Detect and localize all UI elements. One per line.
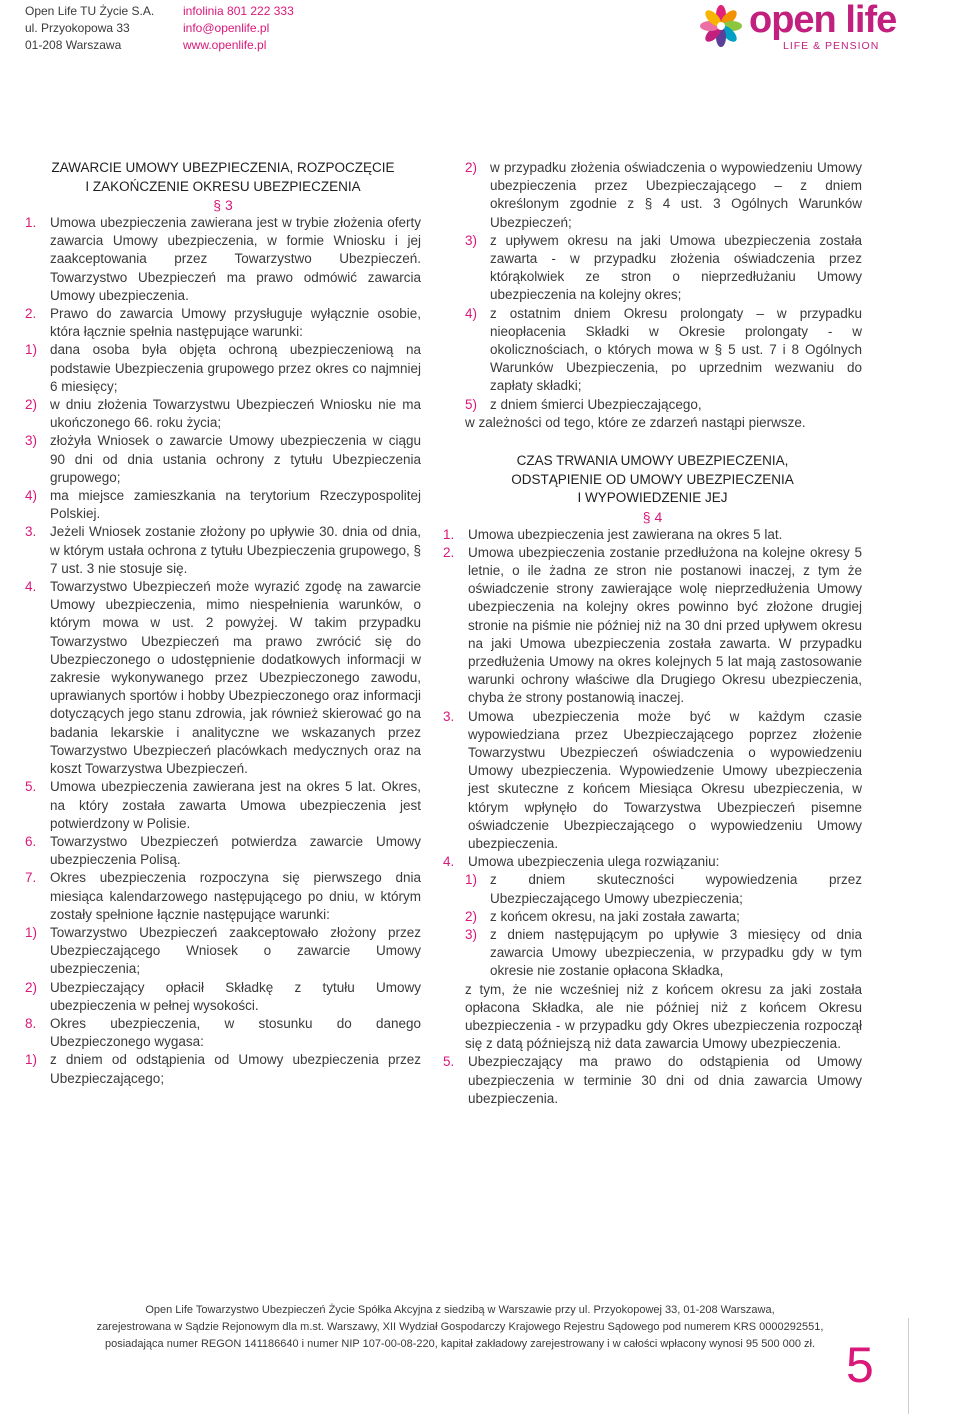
open-life-logo: [695, 0, 897, 52]
sub-item: [25, 924, 421, 979]
item-text: Umowa ubezpieczenia zostanie przedłużona na kolejne okresy 5 letnie, o ile żadna ze stron nie postanowi inaczej, z tym że oświadczenie strony zawierające wolę nieprzedłużenia Umowy ubezpieczenia na kolejny okres powinno być złożone drugiej stronie na piśmie nie później niż na 30 dni przed upływem okresu na jaki Umowa ubezpieczenia została zawarta. W przypadku przedłużenia Umowy na okres kolejnych 5 lat mają zastosowanie warunki ochrony właściwe dla Drugiego Okresu ubezpieczenia, chyba że strony postanowią inaczej.: [468, 544, 862, 706]
sub-item: [443, 159, 862, 232]
item-text: Umowa ubezpieczenia zawierana jest na okres 5 lat. Okres, na który została zawarta Umowa ubezpieczenia jest potwierdzony w Polisie.: [50, 779, 421, 831]
sub-item: [443, 305, 862, 396]
list-item: [443, 708, 862, 854]
sub-item: [25, 432, 421, 487]
footer-line: zarejestrowana w Sądzie Rejonowym dla m.st. Warszawy, XII Wydział Gospodarczy Krajowego Rejestru Sądowego pod numerem KRS 0000292551,: [96, 1321, 824, 1333]
sub-text: z dniem od odstąpienia od Umowy ubezpieczenia przez Ubezpieczającego;: [50, 1052, 421, 1086]
sub-item: [25, 341, 421, 396]
item-number: 5.: [25, 779, 37, 795]
sub-text: w przypadku złożenia oświadczenia o wypowiedzeniu Umowy ubezpieczenia przez Ubezpieczającego – z dniem określonym zgodnie z § 4 ust. 3 Ogólnych Warunków Ubezpieczeń;: [490, 160, 862, 230]
item-text: Umowa ubezpieczenia zawierana jest w trybie złożenia oferty zawarcia Umowy ubezpieczenia, w formie Wniosku i jej zaakceptowania przez Towarzystwo Ubezpieczeń. Towarzystwo Ubezpieczeń ma prawo odmówić zawarcia Umowy ubezpieczenia.: [50, 215, 421, 303]
list-item: [25, 833, 421, 869]
list-item: [25, 869, 421, 924]
flower-icon: [695, 2, 751, 52]
sub-text: z dniem następującym po upływie 3 miesięcy od dnia zawarcia Umowy ubezpieczenia, w przypadku gdy w tym okresie nie zostanie opłacona Składka,: [490, 927, 862, 979]
item-text: Jeżeli Wniosek zostanie złożony po upływie 30. dnia od dnia, w którym ustała ochrona z tytułu Ubezpieczenia grupowego, § 7 ust. 3 nie stosuje się.: [50, 524, 421, 576]
sub-number: 1): [25, 342, 38, 358]
list-item: [25, 214, 421, 305]
section-title-line2: ODSTĄPIENIE OD UMOWY UBEZPIECZENIA: [511, 471, 794, 487]
sub-number: 1): [465, 872, 478, 888]
item-number: 5.: [443, 1054, 455, 1070]
sub-item: [443, 232, 862, 305]
sub-number: 5): [465, 396, 478, 412]
item-text: Ubezpieczający ma prawo do odstąpienia od Umowy ubezpieczenia w terminie 30 dni od dnia zawarcia Umowy ubezpieczenia.: [468, 1054, 862, 1106]
paragraph-marker: § 4: [642, 508, 663, 525]
closing-text: z tym, że nie wcześniej niż z końcem okresu za jaki została opłacona Składka, ale nie później niż z końcem Okresu ubezpieczenia - w przypadku gdy Okres ubezpieczenia rozpoczął się z datą późniejszą niż data zawarcia Umowy ubezpieczenia.: [465, 981, 862, 1052]
sub-number: 1): [25, 1052, 38, 1068]
section-title-line2: I ZAKOŃCZENIE OKRESU UBEZPIECZENIA: [85, 178, 361, 194]
list-item: [443, 1053, 862, 1108]
list-item: [443, 544, 862, 708]
item-text: Umowa ubezpieczenia jest zawierana na okres 5 lat.: [468, 526, 783, 542]
item-text: Towarzystwo Ubezpieczeń może wyrazić zgodę na zawarcie Umowy ubezpieczenia, mimo niespełnienia warunków, o którym mowa w ust. 2 powyżej. W takim przypadku Towarzystwo Ubezpieczeń ma prawo zwrócić się do Ubezpieczonego o udostępnienie dodatkowych informacji w zakresie wykonywanego przez Ubezpieczonego zawodu, uprawianych sportów i hobby Ubezpieczonego oraz informacji dotyczących jego stanu zdrowia, jak również skierować go na badania lekarskie i analityczne we wskazanych przez Towarzystwo Ubezpieczeń placówkach medycznych oraz na koszt Towarzystwa Ubezpieczeń.: [50, 579, 421, 777]
closing-text: w zależności od tego, które ze zdarzeń nastąpi pierwsze.: [465, 414, 806, 430]
footer-divider: [908, 1318, 909, 1414]
company-street: ul. Przyokopowa 33: [25, 21, 130, 35]
section-title-line3: I WYPOWIEDZENIE JEJ: [577, 490, 728, 506]
item-text: Okres ubezpieczenia, w stosunku do danego Ubezpieczonego wygasa:: [50, 1015, 421, 1050]
sub-text: z końcem okresu, na jaki została zawarta;: [490, 908, 740, 924]
sub-item: [25, 979, 421, 1015]
sub-number: 2): [465, 908, 478, 924]
sub-number: 4): [25, 488, 38, 504]
item-number: 4.: [25, 579, 37, 595]
item-number: 2.: [443, 544, 455, 560]
legal-footer: [0, 1302, 920, 1353]
item-number: 8.: [25, 1015, 37, 1031]
paragraph-marker: § 3: [213, 197, 233, 213]
sub-text: z ostatnim dniem Okresu prolongaty – w przypadku nieopłacenia Składki w Okresie prolongaty - w okolicznościach, o których mowa w § 5 ust. 7 i 8 Ogólnych Warunków Ubezpieczenia, po uprzednim wezwaniu do zapłaty składki;: [490, 305, 862, 394]
sub-number: 2): [465, 160, 478, 175]
item-number: 7.: [25, 870, 37, 886]
list-item: [443, 853, 862, 871]
sub-text: dana osoba była objęta ochroną ubezpieczeniową na podstawie Ubezpieczenia grupowego przez okres co najmniej 6 miesięcy;: [50, 342, 421, 394]
sub-item: [443, 908, 862, 926]
item-number: 1.: [25, 215, 37, 230]
list-item: [25, 778, 421, 833]
sub-text: ma miejsce zamieszkania na terytorium Rzeczypospolitej Polskiej.: [50, 488, 421, 522]
sub-number: 4): [465, 305, 478, 321]
company-contact: [183, 3, 294, 54]
sub-item: [25, 396, 421, 432]
list-item: [25, 1015, 421, 1051]
item-number: 6.: [25, 833, 37, 849]
sub-item: [25, 1051, 421, 1087]
company-name: Open Life TU Życie S.A.: [25, 4, 155, 18]
sub-text: Towarzystwo Ubezpieczeń zaakceptowało złożony przez Ubezpieczającego Wniosek o zawarcie Umowy ubezpieczenia;: [50, 924, 421, 977]
list-item: [443, 526, 862, 544]
company-address: [25, 3, 154, 54]
item-text: Towarzystwo Ubezpieczeń potwierdza zawarcie Umowy ubezpieczenia Polisą.: [50, 833, 421, 868]
right-column: [443, 159, 862, 1108]
page-number: 5: [846, 1337, 874, 1393]
item-text: Umowa ubezpieczenia może być w każdym czasie wypowiedziana przez Ubezpieczającego poprzez złożenie Towarzystwu Ubezpieczeń oświadczenia o wypowiedzeniu Umowy ubezpieczenia. Wypowiedzenie Umowy ubezpieczenia jest skuteczne z końcem Miesiąca Okresu ubezpieczenia, w którym wpłynęło do Towarzystwa Ubezpieczeń pisemne oświadczenie Ubezpieczającego o wypowiedzeniu Umowy ubezpieczenia.: [468, 708, 862, 851]
item-number: 2.: [25, 306, 37, 322]
sub-item: [443, 871, 862, 907]
section-title-line1: CZAS TRWANIA UMOWY UBEZPIECZENIA,: [516, 453, 789, 469]
sub-text: w dniu złożenia Towarzystwu Ubezpieczeń Wniosku nie ma ukończonego 66. roku życia;: [50, 397, 421, 431]
sub-item: [443, 926, 862, 981]
footer-line: posiadająca numer REGON 141186640 i numer NIP 107-00-08-220, kapitał zakładowy zarejestrowany i w całości wpłacony wynosi 95 500 000 zł.: [104, 1338, 816, 1350]
item-number: 4.: [443, 854, 455, 870]
hotline: infolinia 801 222 333: [183, 4, 294, 18]
list-item: [25, 305, 421, 341]
left-column: [25, 159, 421, 1088]
section-title-line1: ZAWARCIE UMOWY UBEZPIECZENIA, ROZPOCZĘCIE: [51, 160, 395, 175]
sub-number: 3): [465, 232, 478, 248]
sub-number: 1): [25, 924, 38, 940]
sub-number: 2): [25, 979, 38, 995]
sub-text: z dniem śmierci Ubezpieczającego,: [490, 396, 702, 412]
item-text: Prawo do zawarcia Umowy przysługuje wyłącznie osobie, która łącznie spełnia następujące warunki:: [50, 306, 421, 340]
sub-number: 3): [465, 927, 478, 943]
sub-number: 2): [25, 397, 38, 413]
item-number: 3.: [25, 524, 37, 540]
sub-number: 3): [25, 433, 38, 449]
sub-text: Ubezpieczający opłacił Składkę z tytułu Umowy ubezpieczenia w pełnej wysokości.: [50, 979, 421, 1013]
item-number: 3.: [443, 708, 455, 724]
sub-item: [443, 396, 862, 414]
email-link[interactable]: info@openlife.pl: [183, 21, 270, 35]
sub-text: złożyła Wniosek o zawarcie Umowy ubezpieczenia w ciągu 90 dni od dnia ustania ochrony z tytułu Ubezpieczenia grupowego;: [50, 433, 421, 485]
sub-text: z upływem okresu na jaki Umowa ubezpieczenia została zawarta - w przypadku złożenia oświadczenia przez którąkolwiek ze stron o nieprzedłużaniu Umowy ubezpieczenia na kolejny okres;: [490, 232, 862, 303]
list-item: [25, 578, 421, 778]
company-city: 01-208 Warszawa: [25, 38, 122, 52]
logo-tagline: LIFE & PENSION: [783, 40, 880, 52]
sub-item: [25, 487, 421, 523]
item-number: 1.: [443, 526, 455, 542]
website-link[interactable]: www.openlife.pl: [183, 38, 267, 52]
footer-line: Open Life Towarzystwo Ubezpieczeń Życie Spółka Akcyjna z siedzibą w Warszawie przy ul. Przyokopowej 33, 01-208 Warszawa,: [145, 1304, 775, 1316]
logo-wordmark: open life: [749, 0, 897, 41]
sub-text: z dniem skuteczności wypowiedzenia przez Ubezpieczającego Umowy ubezpieczenia;: [490, 872, 862, 906]
item-text: Okres ubezpieczenia rozpoczyna się pierwszego dnia miesiąca kalendarzowego następującego po dniu, w którym zostały spełnione łącznie następujące warunki:: [50, 870, 421, 922]
list-item: [25, 523, 421, 578]
item-text: Umowa ubezpieczenia ulega rozwiązaniu:: [468, 854, 720, 870]
